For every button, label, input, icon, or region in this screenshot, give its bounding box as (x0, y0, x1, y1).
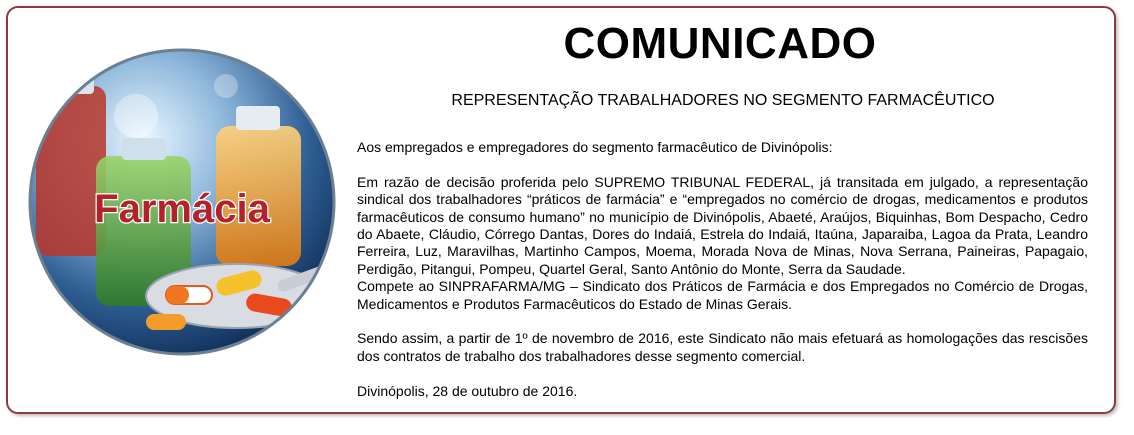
greeting: Aos empregados e empregadores do segmento farmacêutico de Divinópolis: (357, 139, 833, 155)
paragraph-homologation: Sendo assim, a partir de 1º de novembro de 2016, este Sindicato não mais efetuará as homologações das rescisões dos contratos de trabalho dos trabalhadores desse segmento comercial. (357, 330, 1088, 364)
logo-text: Farmácia (94, 187, 270, 231)
notice-body (357, 139, 1088, 400)
paragraph-competence: Compete ao SINPRAFARMA/MG – Sindicato dos Práticos de Farmácia e dos Empregados no Comércio de Drogas, Medicamentos e Produtos Farmacêuticos do Estado de Minas Gerais. (357, 278, 1088, 312)
pharmacy-logo (26, 46, 338, 358)
signature-date: Divinópolis, 28 de outubro de 2016. (357, 382, 578, 399)
notice-title: COMUNICADO (563, 19, 877, 68)
notice-subtitle: REPRESENTAÇÃO TRABALHADORES NO SEGMENTO FARMACÊUTICO (451, 92, 995, 109)
paragraph-decision: Em razão de decisão proferida pelo SUPREMO TRIBUNAL FEDERAL, já transitada em julgado, a representação sindical dos trabalhadores “práticos de farmácia” e “empregados no comércio de drogas, medicamentos e produtos farmacêuticos de consumo humano” no município de Divinópolis, Abaeté, Araújos, Biquinhas, Bom Despacho, Cedro do Abaete, Cláudio, Córrego Dantas, Dores do Indaiá, Estrela do Indaiá, Itaúna, Japaraiba, Lagoa da Prata, Leandro Ferreira, Luz, Maravilhas, Martinho Campos, Moema, Morada Nova de Minas, Nova Serrana, Paineiras, Papagaio, Perdigão, Pitangui, Pompeu, Quartel Geral, Santo Antônio do Monte, Serra da Saudade. (357, 173, 1088, 277)
